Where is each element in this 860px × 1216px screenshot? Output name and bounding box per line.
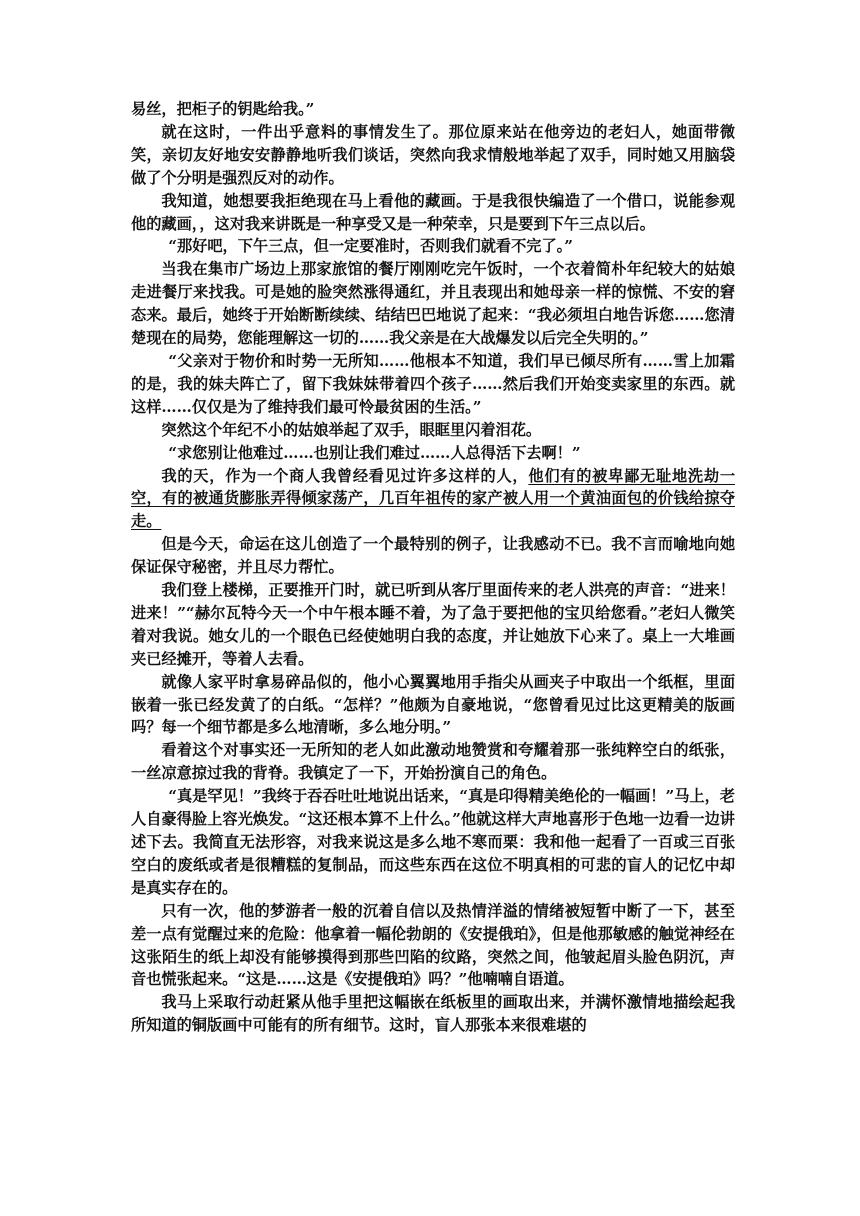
paragraph-9 <box>131 465 735 534</box>
paragraph-16: 我马上采取行动赶紧从他手里把这幅嵌在纸板里的画取出来，并满怀激情地描绘起我所知道的铜版画中可能有的所有细节。这时，盲人那张本来很难堪的 <box>131 993 735 1035</box>
paragraph-6: “父亲对于物价和时势一无所知……他根本不知道，我们早已倾尽所有……雪上加霜的是，我的妹夫阵亡了，留下我妹妹带着四个孩子……然后我们开始变卖家里的东西。就这样……仅仅是为了维持我们最可怜最贫困的生活。” <box>131 351 735 416</box>
paragraph-1: 易丝，把柜子的钥匙给我。” <box>131 100 315 118</box>
paragraph-2: 就在这时，一件出乎意料的事情发生了。那位原来站在他旁边的老妇人，她面带微笑，亲切友好地安安静静地听我们谈话，突然向我求情般地举起了双手，同时她又用脑袋做了个分明是强烈反对的动作。 <box>131 122 735 187</box>
paragraph-5: 当我在集市广场边上那家旅馆的餐厅刚刚吃完午饭时，一个衣着简朴年纪较大的姑娘走进餐厅来找我。可是她的脸突然涨得通红，并且表现出和她母亲一样的惊慌、不安的窘态来。最后，她终于开始断断续续、结结巴巴地说了起来：“我必须坦白地告诉您……您清楚现在的局势，您能理解这一切的……我父亲是在大战爆发以后完全失明的。” <box>131 260 735 348</box>
paragraph-3: 我知道，她想要我拒绝现在马上看他的藏画。于是我很快编造了一个借口，说能参观他的藏画，，这对我来讲既是一种享受又是一种荣幸，只是要到下午三点以后。 <box>131 191 735 233</box>
document-page <box>131 98 735 1037</box>
paragraph-11: 我们登上楼梯，正要推开门时，就已听到从客厅里面传来的老人洪亮的声音：“进来！进来！”“赫尔瓦特今天一个中午根本睡不着，为了急于要把他的宝贝给您看。”老妇人微笑着对我说。她女儿的一个眼色已经使她明白我的态度，并让她放下心来了。桌上一大堆画夹已经摊开，等着人去看。 <box>131 581 735 668</box>
paragraph-10: 但是今天，命运在这儿创造了一个最特别的例子，让我感动不已。我不言而喻地向她保证保守秘密，并且尽力帮忙。 <box>131 535 735 577</box>
paragraph-14: “真是罕见！”我终于吞吞吐吐地说出话来，“真是印得精美绝伦的一幅画！”马上，老人自豪得脸上容光焕发。“这还根本算不上什么。”他就这样大声地喜形于色地一边看一边讲述下去。我简直无法形容，对我来说这是多么地不寒而栗：我和他一起看了一百或三百张空白的废纸或者是很糟糕的复制品，而这些东西在这位不明真相的可悲的盲人的记忆中却是真实存在的。 <box>131 787 735 897</box>
paragraph-9-text: 我的天，作为一个商人我曾经看见过许多这样的人， <box>161 466 529 485</box>
paragraph-7: 突然这个年纪不小的姑娘举起了双手，眼眶里闪着泪花。 <box>161 420 542 439</box>
paragraph-12: 就像人家平时拿易碎品似的，他小心翼翼地用手指尖从画夹子中取出一个纸框，里面嵌着一张已经发黄了的白纸。“怎样？”他颇为自豪地说，“您曾看见过比这更精美的版画吗？每一个细节都是多么地清晰，多么地分明。” <box>131 672 735 737</box>
underlined-passage: 他们有的被卑鄙无耻地洗劫一空，有的被通货膨胀弄得倾家荡产，几百年祖传的家产被人用一个黄油面包的价钱给掠夺走。 <box>131 466 736 531</box>
paragraph-15: 只有一次，他的梦游者一般的沉着自信以及热情洋溢的情绪被短暂中断了一下，甚至差一点有觉醒过来的危险：他拿着一幅伦勃朗的《安提俄珀》，但是他那敏感的触觉神经在这张陌生的纸上却没有能够摸得到那些凹陷的纹路，突然之间，他皱起眉头脸色阴沉，声音也慌张起来。“这是……这是《安提俄珀》吗？”他喃喃自语道。 <box>131 901 735 989</box>
paragraph-8: “求您别让他难过……也别让我们难过……人总得活下去啊！” <box>168 443 581 462</box>
paragraph-4: “那好吧，下午三点，但一定要准时，否则我们就看不完了。” <box>168 237 573 256</box>
paragraph-13: 看着这个对事实还一无所知的老人如此激动地赞赏和夸耀着那一张纯粹空白的纸张，一丝凉意掠过我的背脊。我镇定了一下，开始扮演自己的角色。 <box>131 741 735 783</box>
